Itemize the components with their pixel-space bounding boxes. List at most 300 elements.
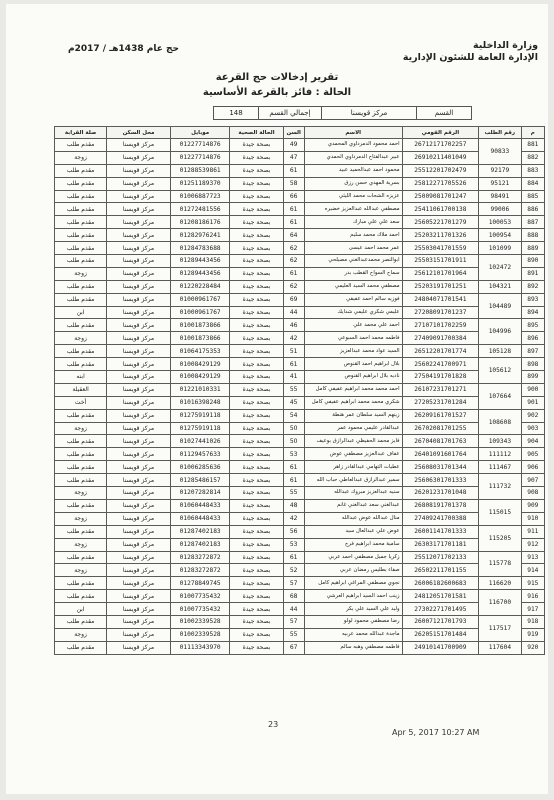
residence: مركز قويسنا xyxy=(107,306,171,319)
hajj-year-label: حج عام 1438هـ / 2017م xyxy=(68,44,179,54)
person-name: سنيه عبدالعزيز مبروك عبدالله xyxy=(304,487,402,500)
residence: مركز قويسنا xyxy=(107,358,171,371)
person-name: عفاف عبدالعزيز مصطفي عوض xyxy=(304,448,402,461)
mobile: 01016398248 xyxy=(170,396,230,409)
row-number: 910 xyxy=(521,512,544,525)
mobile: 01288539861 xyxy=(170,164,230,177)
age: 61 xyxy=(283,164,304,177)
row-number: 888 xyxy=(521,229,544,242)
relation: زوجة xyxy=(55,628,107,641)
row-number: 905 xyxy=(521,448,544,461)
column-header: رقم الطلب xyxy=(479,127,522,139)
mobile: 01000961767 xyxy=(170,306,230,319)
mobile: 01060448433 xyxy=(170,512,230,525)
person-name: احمد علي محمد علي xyxy=(304,319,402,332)
person-name: زينهم السيد سلطان عمر هنطة xyxy=(304,409,402,422)
table-row xyxy=(55,139,545,152)
mobile: 01064175353 xyxy=(170,345,230,358)
national-id: 26808191701378 xyxy=(402,499,479,512)
national-id: 26704081701763 xyxy=(402,435,479,448)
residence: مركز قويسنا xyxy=(107,280,171,293)
request-number: 109343 xyxy=(479,435,522,448)
residence: مركز قويسنا xyxy=(107,396,171,409)
mobile: 01227714876 xyxy=(170,151,230,164)
national-id: 26910211401049 xyxy=(402,151,479,164)
relation: ابنه xyxy=(55,371,107,384)
document-page xyxy=(6,4,548,794)
row-number: 886 xyxy=(521,203,544,216)
person-name: منال عبدالله عوض عبدالله xyxy=(304,512,402,525)
row-number: 916 xyxy=(521,590,544,603)
table-row xyxy=(55,448,545,461)
row-number: 906 xyxy=(521,461,544,474)
row-number: 912 xyxy=(521,538,544,551)
age: 50 xyxy=(283,422,304,435)
table-row xyxy=(55,577,545,590)
table-row xyxy=(55,358,545,371)
health-status: بصحة جيدة xyxy=(230,229,283,242)
table-row xyxy=(55,435,545,448)
person-name: احمد ملاك محمد سليم xyxy=(304,229,402,242)
person-name: زكريا جميل مصطفي احمد عربي xyxy=(304,551,402,564)
table-row xyxy=(55,487,545,500)
residence: مركز قويسنا xyxy=(107,512,171,525)
national-id: 25606301701333 xyxy=(402,474,479,487)
mobile: 01282976241 xyxy=(170,229,230,242)
request-number: 104321 xyxy=(479,280,522,293)
health-status: بصحة جيدة xyxy=(230,499,283,512)
health-status: بصحة جيدة xyxy=(230,371,283,384)
mobile: 01008429129 xyxy=(170,358,230,371)
person-name: ابوالنصر محمدعبدالغني مصيلحي xyxy=(304,255,402,268)
health-status: بصحة جيدة xyxy=(230,512,283,525)
relation: مقدم طلب xyxy=(55,358,107,371)
residence: مركز قويسنا xyxy=(107,409,171,422)
total-value: 148 xyxy=(214,107,259,120)
table-row xyxy=(55,564,545,577)
residence: مركز قويسنا xyxy=(107,177,171,190)
age: 53 xyxy=(283,538,304,551)
table-row xyxy=(55,396,545,409)
relation: مقدم طلب xyxy=(55,216,107,229)
relation: مقدم طلب xyxy=(55,435,107,448)
relation: العقيلة xyxy=(55,383,107,396)
table-row xyxy=(55,306,545,319)
relation: مقدم طلب xyxy=(55,190,107,203)
mobile: 01027441026 xyxy=(170,435,230,448)
mobile: 01007735432 xyxy=(170,603,230,616)
health-status: بصحة جيدة xyxy=(230,603,283,616)
request-number: 102472 xyxy=(479,255,522,281)
table-row xyxy=(55,293,545,306)
health-status: بصحة جيدة xyxy=(230,358,283,371)
page-number: 23 xyxy=(268,720,279,729)
row-number: 891 xyxy=(521,267,544,280)
table-row xyxy=(55,280,545,293)
residence: مركز قويسنا xyxy=(107,487,171,500)
column-header: محل السكن xyxy=(107,127,171,139)
age: 44 xyxy=(283,603,304,616)
age: 53 xyxy=(283,448,304,461)
age: 68 xyxy=(283,590,304,603)
national-id: 25512201702479 xyxy=(402,164,479,177)
row-number: 909 xyxy=(521,499,544,512)
request-number: 111112 xyxy=(479,448,522,461)
residence: مركز قويسنا xyxy=(107,641,171,654)
person-name: ماجدة عبدالله محمد عربيه xyxy=(304,628,402,641)
person-name: عطيات التهامي عبدالقادر زاهر xyxy=(304,461,402,474)
table-body xyxy=(55,139,545,655)
table-row xyxy=(55,267,545,280)
relation: مقدم طلب xyxy=(55,474,107,487)
row-number: 883 xyxy=(521,164,544,177)
residence: مركز قويسنا xyxy=(107,435,171,448)
residence: مركز قويسنا xyxy=(107,164,171,177)
person-name: ناديه بلال ابراهيم القنوص xyxy=(304,371,402,384)
health-status: بصحة جيدة xyxy=(230,448,283,461)
age: 49 xyxy=(283,139,304,152)
age: 61 xyxy=(283,551,304,564)
residence: مركز قويسنا xyxy=(107,383,171,396)
health-status: بصحة جيدة xyxy=(230,628,283,641)
relation: زوجة xyxy=(55,512,107,525)
request-number: 105128 xyxy=(479,345,522,358)
table-row xyxy=(55,229,545,242)
age: 69 xyxy=(283,293,304,306)
national-id: 25602241700971 xyxy=(402,358,479,371)
table-row xyxy=(55,177,545,190)
row-number: 911 xyxy=(521,525,544,538)
person-name: صفاء بطليس رمضان عربي xyxy=(304,564,402,577)
section-summary xyxy=(213,106,472,120)
request-number: 116620 xyxy=(479,577,522,590)
person-name: عمر محمد احمد عيسى xyxy=(304,242,402,255)
table-row xyxy=(55,255,545,268)
residence: مركز قويسنا xyxy=(107,590,171,603)
row-number: 920 xyxy=(521,641,544,654)
column-header: موبايل xyxy=(170,127,230,139)
residence: مركز قويسنا xyxy=(107,628,171,641)
person-name: فاطمه محمد احمد السبوعي xyxy=(304,332,402,345)
relation: مقدم طلب xyxy=(55,409,107,422)
national-id: 25009081701247 xyxy=(402,190,479,203)
residence: مركز قويسنا xyxy=(107,345,171,358)
age: 55 xyxy=(283,487,304,500)
age: 41 xyxy=(283,371,304,384)
row-number: 900 xyxy=(521,383,544,396)
person-name: وليد علي السيد علي بكر xyxy=(304,603,402,616)
request-number: 108608 xyxy=(479,409,522,435)
relation: زوجة xyxy=(55,422,107,435)
mobile: 01113343970 xyxy=(170,641,230,654)
national-id: 25503151701911 xyxy=(402,255,479,268)
report-status: الحالة : فائز بالقرعة الأساسية xyxy=(202,87,352,98)
age: 54 xyxy=(283,409,304,422)
health-status: بصحة جيدة xyxy=(230,615,283,628)
health-status: بصحة جيدة xyxy=(230,332,283,345)
request-number: 107664 xyxy=(479,383,522,409)
health-status: بصحة جيدة xyxy=(230,139,283,152)
person-name: زينب احمد السيد ابراهيم العرشي xyxy=(304,590,402,603)
relation: مقدم طلب xyxy=(55,345,107,358)
request-number: 117604 xyxy=(479,641,522,654)
mobile: 01008429129 xyxy=(170,371,230,384)
mobile: 01220228484 xyxy=(170,280,230,293)
column-header: الاسم xyxy=(304,127,402,139)
health-status: بصحة جيدة xyxy=(230,267,283,280)
age: 61 xyxy=(283,267,304,280)
request-number: 90833 xyxy=(479,139,522,165)
relation: مقدم طلب xyxy=(55,229,107,242)
health-status: بصحة جيدة xyxy=(230,242,283,255)
relation: مقدم طلب xyxy=(55,615,107,628)
row-number: 884 xyxy=(521,177,544,190)
table-row xyxy=(55,590,545,603)
age: 55 xyxy=(283,628,304,641)
age: 45 xyxy=(283,396,304,409)
health-status: بصحة جيدة xyxy=(230,293,283,306)
health-status: بصحة جيدة xyxy=(230,164,283,177)
person-name: سعد علي علي مبارك xyxy=(304,216,402,229)
relation: مقدم طلب xyxy=(55,525,107,538)
residence: مركز قويسنا xyxy=(107,577,171,590)
age: 55 xyxy=(283,383,304,396)
national-id: 24910141700909 xyxy=(402,641,479,654)
relation: مقدم طلب xyxy=(55,319,107,332)
table-row xyxy=(55,319,545,332)
request-number: 111732 xyxy=(479,474,522,500)
relation: زوجة xyxy=(55,564,107,577)
person-name: بسرية المهدي حسن رزق xyxy=(304,177,402,190)
age: 62 xyxy=(283,280,304,293)
person-name: سامية محمد ابراهيم فرج xyxy=(304,538,402,551)
table-row xyxy=(55,474,545,487)
table-row xyxy=(55,151,545,164)
residence: مركز قويسنا xyxy=(107,293,171,306)
section-label: القسم xyxy=(417,107,472,120)
request-number: 104996 xyxy=(479,319,522,345)
national-id: 27409091700384 xyxy=(402,332,479,345)
request-number: 92179 xyxy=(479,164,522,177)
request-number: 101099 xyxy=(479,242,522,255)
mobile: 01287402183 xyxy=(170,538,230,551)
residence: مركز قويسنا xyxy=(107,564,171,577)
report-title: تقرير إدخالات حج القرعة xyxy=(215,72,339,83)
table-row xyxy=(55,242,545,255)
relation: مقدم طلب xyxy=(55,499,107,512)
health-status: بصحة جيدة xyxy=(230,564,283,577)
person-name: عوض علي عبدالعال سيد xyxy=(304,525,402,538)
age: 64 xyxy=(283,229,304,242)
printed-date: Apr 5, 2017 10:27 AM xyxy=(392,728,480,737)
residence: مركز قويسنا xyxy=(107,448,171,461)
national-id: 27208091701237 xyxy=(402,306,479,319)
row-number: 903 xyxy=(521,422,544,435)
mobile: 01284783688 xyxy=(170,242,230,255)
health-status: بصحة جيدة xyxy=(230,383,283,396)
row-number: 882 xyxy=(521,151,544,164)
national-id: 25512071702133 xyxy=(402,551,479,564)
national-id: 25612101701964 xyxy=(402,267,479,280)
person-name: عزيزه الشحات محمد الليثي xyxy=(304,190,402,203)
health-status: بصحة جيدة xyxy=(230,641,283,654)
national-id: 24812051701581 xyxy=(402,590,479,603)
table-row xyxy=(55,499,545,512)
request-number: 117517 xyxy=(479,615,522,641)
residence: مركز قويسنا xyxy=(107,151,171,164)
row-number: 914 xyxy=(521,564,544,577)
health-status: بصحة جيدة xyxy=(230,577,283,590)
row-number: 919 xyxy=(521,628,544,641)
relation: مقدم طلب xyxy=(55,293,107,306)
mobile: 01251189370 xyxy=(170,177,230,190)
request-number: 95121 xyxy=(479,177,522,190)
row-number: 904 xyxy=(521,435,544,448)
table-row xyxy=(55,538,545,551)
health-status: بصحة جيدة xyxy=(230,422,283,435)
row-number: 901 xyxy=(521,396,544,409)
mobile: 01207282814 xyxy=(170,487,230,500)
relation: زوجة xyxy=(55,487,107,500)
national-id: 26209161701527 xyxy=(402,409,479,422)
table-row xyxy=(55,409,545,422)
health-status: بصحة جيدة xyxy=(230,306,283,319)
age: 42 xyxy=(283,332,304,345)
person-name: شكري محمد محمد ابراهيم عفيفي كامل xyxy=(304,396,402,409)
age: 57 xyxy=(283,615,304,628)
table-row xyxy=(55,345,545,358)
mobile: 01221010331 xyxy=(170,383,230,396)
age: 51 xyxy=(283,345,304,358)
mobile: 01272481556 xyxy=(170,203,230,216)
health-status: بصحة جيدة xyxy=(230,435,283,448)
health-status: بصحة جيدة xyxy=(230,345,283,358)
health-status: بصحة جيدة xyxy=(230,151,283,164)
age: 66 xyxy=(283,190,304,203)
health-status: بصحة جيدة xyxy=(230,590,283,603)
mobile: 01006887723 xyxy=(170,190,230,203)
table-row xyxy=(55,525,545,538)
national-id: 26006182600683 xyxy=(402,577,479,590)
person-name: احمد محمود الدمرداوي المحمدي xyxy=(304,139,402,152)
health-status: بصحة جيدة xyxy=(230,487,283,500)
table-row xyxy=(55,383,545,396)
residence: مركز قويسنا xyxy=(107,525,171,538)
person-name: مصطفي محمد السيد العليمي xyxy=(304,280,402,293)
national-id: 25203211701326 xyxy=(402,229,479,242)
national-id: 26205151701484 xyxy=(402,628,479,641)
row-number: 897 xyxy=(521,345,544,358)
residence: مركز قويسنا xyxy=(107,190,171,203)
row-number: 899 xyxy=(521,371,544,384)
table-row xyxy=(55,332,545,345)
health-status: بصحة جيدة xyxy=(230,190,283,203)
age: 61 xyxy=(283,461,304,474)
mobile: 01129457633 xyxy=(170,448,230,461)
row-number: 918 xyxy=(521,615,544,628)
relation: مقدم طلب xyxy=(55,590,107,603)
person-name: مصطفي عبدالله عبدالعزيز خضيره xyxy=(304,203,402,216)
health-status: بصحة جيدة xyxy=(230,255,283,268)
relation: زوجة xyxy=(55,267,107,280)
table-row xyxy=(55,615,545,628)
national-id: 27205231701284 xyxy=(402,396,479,409)
age: 62 xyxy=(283,242,304,255)
national-id: 25503041701559 xyxy=(402,242,479,255)
row-number: 913 xyxy=(521,551,544,564)
person-name: فاطمه مصطفي وهبه سالم xyxy=(304,641,402,654)
health-status: بصحة جيدة xyxy=(230,538,283,551)
national-id: 26007121701793 xyxy=(402,615,479,628)
total-label: إجمالي القسم xyxy=(259,107,322,120)
person-name: نجوي مصطفي المراغي ابراهيم كامل xyxy=(304,577,402,590)
mobile: 01227714876 xyxy=(170,139,230,152)
age: 44 xyxy=(283,306,304,319)
national-id: 25203191701251 xyxy=(402,280,479,293)
health-status: بصحة جيدة xyxy=(230,474,283,487)
mobile: 01275919118 xyxy=(170,422,230,435)
residence: مركز قويسنا xyxy=(107,474,171,487)
person-name: عبير عبدالفتاح الدمرداوي الحمدي xyxy=(304,151,402,164)
health-status: بصحة جيدة xyxy=(230,461,283,474)
age: 58 xyxy=(283,177,304,190)
national-id: 26001141701333 xyxy=(402,525,479,538)
residence: مركز قويسنا xyxy=(107,603,171,616)
request-number: 115015 xyxy=(479,499,522,525)
mobile: 01001873866 xyxy=(170,319,230,332)
request-number: 99006 xyxy=(479,203,522,216)
mobile: 01278849745 xyxy=(170,577,230,590)
residence: مركز قويسنا xyxy=(107,139,171,152)
mobile: 01060448433 xyxy=(170,499,230,512)
table-row xyxy=(55,164,545,177)
table-row xyxy=(55,216,545,229)
relation: أخت xyxy=(55,396,107,409)
table-row xyxy=(55,628,545,641)
national-id: 26401091601764 xyxy=(402,448,479,461)
national-id: 25411061700138 xyxy=(402,203,479,216)
table-row xyxy=(55,603,545,616)
request-number: 100954 xyxy=(479,229,522,242)
column-header: السن xyxy=(283,127,304,139)
row-number: 915 xyxy=(521,577,544,590)
row-number: 893 xyxy=(521,293,544,306)
age: 67 xyxy=(283,641,304,654)
national-id: 27409241700388 xyxy=(402,512,479,525)
residence: مركز قويسنا xyxy=(107,422,171,435)
national-id: 26702081701255 xyxy=(402,422,479,435)
row-number: 895 xyxy=(521,319,544,332)
person-name: السيد عواد محمد عبدالعزيز xyxy=(304,345,402,358)
row-number: 881 xyxy=(521,139,544,152)
mobile: 01002339528 xyxy=(170,615,230,628)
health-status: بصحة جيدة xyxy=(230,177,283,190)
row-number: 889 xyxy=(521,242,544,255)
mobile: 01283272872 xyxy=(170,564,230,577)
residence: مركز قويسنا xyxy=(107,371,171,384)
age: 42 xyxy=(283,512,304,525)
national-id: 25605221701279 xyxy=(402,216,479,229)
health-status: بصحة جيدة xyxy=(230,319,283,332)
column-header: الحالة الصحية xyxy=(230,127,283,139)
row-number: 908 xyxy=(521,487,544,500)
residence: مركز قويسنا xyxy=(107,242,171,255)
person-name: احمد محمد محمد ابراهيم عفيفي كامل xyxy=(304,383,402,396)
national-id: 27302271701495 xyxy=(402,603,479,616)
column-header: م xyxy=(521,127,544,139)
relation: مقدم طلب xyxy=(55,177,107,190)
health-status: بصحة جيدة xyxy=(230,551,283,564)
